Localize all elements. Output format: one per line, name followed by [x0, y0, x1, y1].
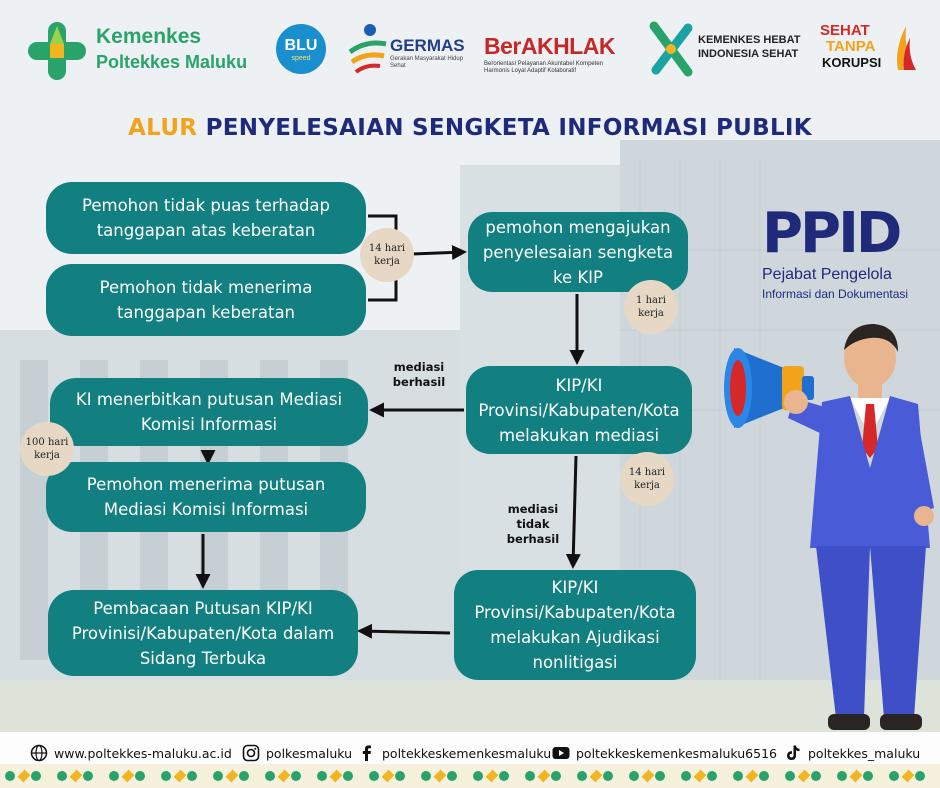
title-highlight: ALUR — [128, 115, 198, 141]
sehat-line2: TANPA — [826, 38, 876, 55]
youtube-icon — [552, 744, 570, 762]
footer-instagram-label: polkesmaluku — [266, 745, 353, 761]
note-mediasi-berhasil: mediasi berhasil — [392, 360, 446, 389]
blu-logo — [276, 24, 326, 74]
step-tidak-menerima — [46, 264, 366, 336]
step-pembacaan-putusan-label: Pembacaan Putusan KIP/KI Provinisi/Kabupaten/Kota dalam Sidang Terbuka — [71, 598, 335, 668]
kemenkes-title: Kemenkes — [96, 25, 202, 48]
duration-badge-100-hari — [20, 422, 74, 476]
germas-logo-icon — [346, 22, 388, 74]
kemenkes-hebat-logo-icon — [648, 20, 694, 78]
footer-facebook-label: poltekkeskemenkesmaluku — [382, 745, 552, 761]
ppid-logo — [762, 201, 900, 266]
blu-text: BLU — [284, 36, 318, 54]
ppid-logo-text: PPID — [762, 201, 900, 266]
flame-icon — [894, 24, 918, 72]
duration-14-hari-2-label: 14 hari kerja — [628, 467, 666, 491]
instagram-icon — [242, 744, 260, 762]
step-ki-putusan — [50, 378, 368, 446]
berakhlak-title: BerAKHLAK — [484, 33, 615, 59]
step-mediasi-label: KIP/KI Provinsi/Kabupaten/Kota melakukan mediasi — [478, 375, 680, 445]
sehat-line1: SEHAT — [820, 22, 870, 39]
footer-instagram[interactable] — [242, 744, 352, 762]
page-title — [0, 115, 940, 141]
step-ki-putusan-label: KI menerbitkan putusan Mediasi Komisi Informasi — [75, 390, 343, 434]
note-mediasi-tidak-berhasil: mediasi tidak berhasil — [506, 502, 560, 546]
ppid-line2: Informasi dan Dokumentasi — [762, 287, 909, 301]
hebat-line2: INDONESIA SEHAT — [698, 48, 799, 60]
ppid-line1: Pejabat Pengelola — [762, 266, 892, 283]
step-menerima-putusan — [46, 462, 366, 532]
duration-badge-1-hari — [624, 280, 678, 334]
berakhlak-sub1: Berorientasi Pelayanan Akuntabel Kompeten — [484, 61, 604, 67]
step-mediasi — [466, 366, 692, 454]
duration-badge-14-hari-2 — [620, 452, 674, 506]
tiktok-icon — [784, 744, 802, 762]
germas-title: GERMAS — [390, 36, 465, 55]
germas-subtitle: Gerakan Masyarakat Hidup Sehat — [390, 56, 464, 69]
globe-icon — [30, 744, 48, 762]
footer-youtube[interactable] — [552, 744, 777, 762]
facebook-icon — [358, 744, 376, 762]
duration-100-hari-label: 100 hari kerja — [25, 437, 69, 461]
step-ajudikasi — [454, 570, 696, 680]
footer-tiktok-label: poltekkes_maluku — [808, 745, 921, 761]
step-tidak-menerima-label: Pemohon tidak menerima tanggapan keberatan — [99, 278, 313, 322]
kemenkes-subtitle: Poltekkes Maluku — [96, 52, 248, 72]
kemenkes-logo-icon — [26, 20, 88, 82]
step-tidak-puas-label: Pemohon tidak puas terhadap tanggapan atas keberatan — [82, 196, 330, 240]
hebat-line1: KEMENKES HEBAT — [698, 34, 801, 46]
duration-1-hari-label: 1 hari kerja — [636, 295, 666, 319]
footer-youtube-label: poltekkeskemenkesmaluku6516 — [576, 745, 777, 761]
step-ajudikasi-label: KIP/KI Provinsi/Kabupaten/Kota melakukan Ajudikasi nonlitigasi — [474, 578, 676, 672]
step-pembacaan-putusan — [48, 590, 358, 676]
step-ajukan-kip-label: pemohon mengajukan penyelesaian sengketa ke KIP — [482, 217, 674, 287]
footer-website-label: www.poltekkes-maluku.ac.id — [54, 745, 232, 761]
footer-tiktok[interactable] — [784, 744, 920, 762]
step-tidak-puas — [46, 182, 366, 254]
footer-website[interactable] — [30, 744, 232, 762]
sehat-line3: KORUPSI — [822, 55, 882, 70]
duration-badge-14-hari — [360, 228, 414, 282]
step-menerima-putusan-label: Pemohon menerima putusan Mediasi Komisi Informasi — [86, 475, 326, 519]
title-main: PENYELESAIAN SENGKETA INFORMASI PUBLIK — [205, 115, 812, 141]
sehat-tanpa-korupsi-logo — [820, 22, 920, 78]
blu-subtext: speed — [291, 54, 311, 62]
duration-14-hari-label: 14 hari kerja — [368, 243, 406, 267]
footer-facebook[interactable] — [358, 744, 551, 762]
character-megaphone-illustration — [724, 318, 940, 738]
berakhlak-sub2: Harmonis Loyal Adaptif Kolaboratif — [484, 68, 577, 74]
